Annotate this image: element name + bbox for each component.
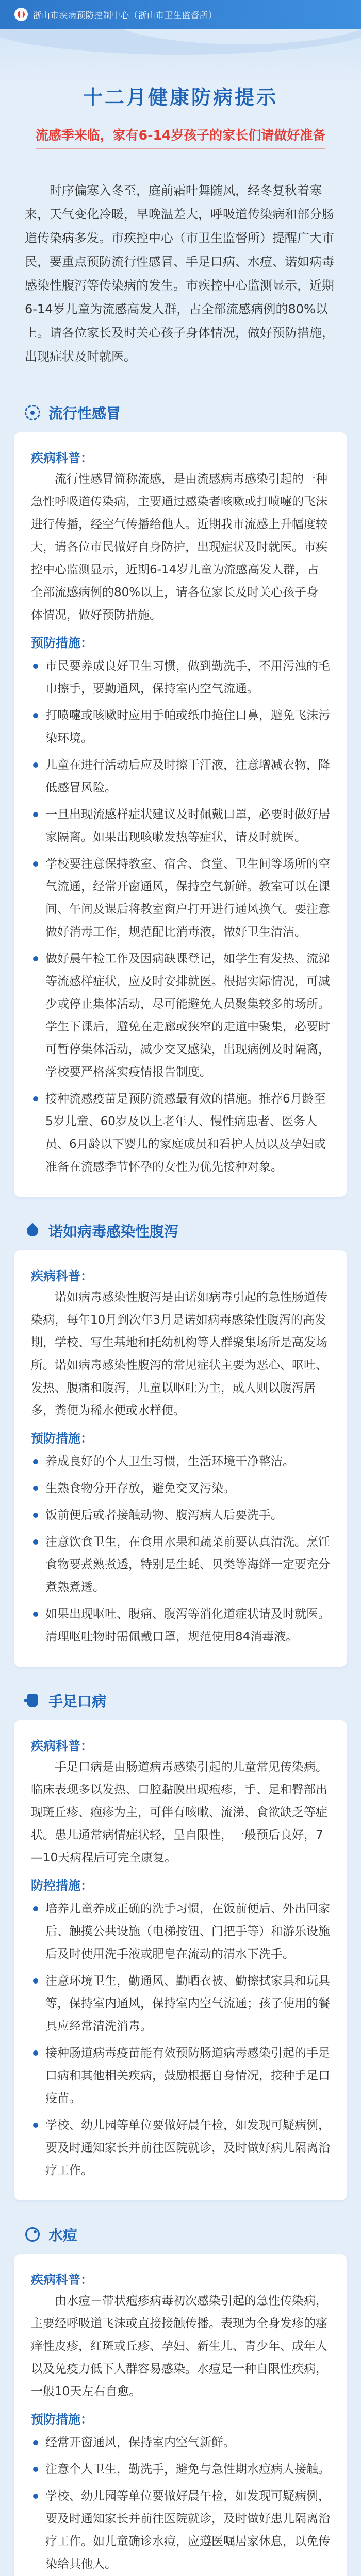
- list-item: 养成良好的个人卫生习惯，生活环境干净整洁。: [31, 1450, 330, 1473]
- list-item: 一旦出现流感样症状建议及时佩戴口罩，必要时做好居家隔离。如果出现咳嗽发热等症状，请及时就医。: [31, 803, 330, 849]
- section-title: 诺如病毒感染性腹泻: [48, 1223, 179, 1240]
- list-item: 接种肠道病毒疫苗能有效预防肠道病毒感染引起的手足口病和其他相关疾病，鼓励根据自身情况，接种手足口疫苗。: [31, 2042, 330, 2110]
- section-header: [14, 1687, 347, 1714]
- list-item: 如果出现呕吐、腹痛、腹泻等消化道症状请及时就医。清理呕吐物时需佩戴口罩，规范使用84消毒液。: [31, 1603, 330, 1648]
- list-item: 学校、幼儿园等单位要做好晨午检，如发现可疑病例，要及时通知家长并前往医院就诊，及时做好患儿隔离治疗工作。如儿童确诊水痘，应遵医嘱居家休息，以免传染给其他人。: [31, 2485, 330, 2575]
- section-influenza: [14, 399, 347, 1197]
- tips-list: [31, 1897, 330, 2182]
- list-item: 注意环境卫生，勤通风、勤晒衣被、勤擦拭家具和玩具等，保持室内通风，保持室内空气流通；孩子使用的餐具应经常清洗消毒。: [31, 1970, 330, 2038]
- overview-text: 诺如病毒感染性腹泻是由诺如病毒引起的急性肠道传染病，每年10月到次年3月是诺如病毒感染性腹泻的高发期，学校、写生基地和托幼机构等人群聚集场所是高发场所。诺如病毒感染性腹泻的常见症状主要为恶心、呕吐、发热、腹痛和腹泻，儿童以呕吐为主，成人则以腹泻居多，粪便为稀水便或水样便。: [31, 1291, 327, 1417]
- tips-list: [31, 655, 330, 1178]
- bubble-icon: [24, 2226, 41, 2243]
- list-item: 市民要养成良好卫生习惯，做到勤洗手，不用污浊的毛巾擦手，要勤通风，保持室内空气流通。: [31, 655, 330, 700]
- tips-list: [31, 2431, 330, 2576]
- section-card: [14, 2254, 347, 2576]
- section-title: 水痘: [48, 2227, 78, 2244]
- section-chickenpox: [14, 2221, 347, 2576]
- overview-label: 疾病科普：: [31, 1269, 93, 1283]
- overview-label: 疾病科普：: [31, 1739, 93, 1753]
- overview-label: 疾病科普：: [31, 451, 93, 465]
- section-header: [14, 2221, 347, 2248]
- tips-list: [31, 1450, 330, 1648]
- prevention-label: 防控措施：: [31, 1878, 93, 1893]
- cdc-logo-icon: [14, 8, 28, 21]
- list-item: 学校要注意保持教室、宿舍、食堂、卫生间等场所的空气流通，经常开窗通风，保持空气新鲜。教室可以在课间、午间及课后将教室窗户打开进行通风换气。要注意做好消毒工作，规范配比消毒液，做好卫生清洁。: [31, 853, 330, 943]
- page-subtitle: 流感季来临，家有6-14岁孩子的家长们请做好准备: [36, 125, 326, 149]
- hand-icon: [24, 1692, 41, 1709]
- prevention-label: 预防措施：: [31, 2412, 93, 2427]
- page-title: 十二月健康防病提示: [83, 86, 278, 109]
- section-card: [14, 1250, 347, 1667]
- list-item: 注意饮食卫生，在食用水果和蔬菜前要认真清洗。烹饪食物要煮熟煮透，特别是生蚝、贝类等海鲜一定要充分煮熟煮透。: [31, 1531, 330, 1599]
- section-hfmd: [14, 1687, 347, 2200]
- section-norovirus: [14, 1217, 347, 1667]
- intro-paragraph: 时序偏寒入冬至，庭前霜叶舞随风，经冬复秋着寒来，天气变化冷暖，早晚温差大，呼吸道传染病和部分肠道传染病多发。市疾控中心（市卫生监督所）提醒广大市民，要重点预防流行性感冒、手足口病、水痘、诺如病毒感染性腹泻等传染病的发生。市疾控中心监测显示，近期6-14岁儿童为流感高发人群，占全部流感病例的80%以上。请各位家长及时关心孩子身体情况，做好预防措施，出现症状及时就医。: [25, 183, 334, 364]
- prevention-label: 预防措施：: [31, 636, 93, 650]
- overview-text: 流行性感冒简称流感，是由流感病毒感染引起的一种急性呼吸道传染病，主要通过感染者咳嗽或打喷嚏的飞沫进行传播，经空气传播给他人。近期我市流感上升幅度较大，请各位市民做好自身防护，出现症状及时就医。市疾控中心监测显示，近期6-14岁儿童为流感高发人群，占全部流感病例的80%以上，请各位家长及时关心孩子身体情况，做好预防措施。: [31, 472, 327, 622]
- list-item: 饭前便后或者接触动物、腹泻病人后要洗手。: [31, 1504, 330, 1527]
- section-title: 流行性感冒: [48, 405, 121, 422]
- list-item: 接种流感疫苗是预防流感最有效的措施。推荐6月龄至5岁儿童、60岁及以上老年人、慢性病患者、医务人员、6月龄以下婴儿的家庭成员和看护人员以及孕妇或准备在流感季节怀孕的女性为优先接种对象。: [31, 1088, 330, 1178]
- section-card: [14, 1720, 347, 2200]
- banner: [0, 29, 361, 86]
- overview-text: 由水痘－带状疱疹病毒初次感染引起的急性传染病，主要经呼吸道飞沫或直接接触传播。表现为全身发疹的瘙痒性皮疹，红斑或丘疹、孕妇、新生儿、青少年、成年人以及免疫力低下人群容易感染。水痘是一种自限性疾病，一般10天左右自愈。: [31, 2294, 327, 2398]
- subtitle-wrap: [0, 125, 361, 149]
- header-bar: [0, 0, 361, 29]
- list-item: 注意个人卫生，勤洗手，避免与急性期水痘病人接触。: [31, 2458, 330, 2481]
- list-item: 做好晨午检工作及因病缺课登记，如学生有发热、流涕等流感样症状，应及时安排就医。根据实际情况，可减少或停止集体活动，尽可能避免人员聚集较多的场所。学生下课后，避免在走廊或狭窄的走道中聚集，必要时可暂停集体活动，减少交叉感染，出现病例及时隔离，学校要严格落实疫情报告制度。: [31, 947, 330, 1083]
- list-item: 经常开窗通风，保持室内空气新鲜。: [31, 2431, 330, 2454]
- overview-text: 手足口病是由肠道病毒感染引起的儿童常见传染病。临床表现多以发热、口腔黏膜出现疱疹，手、足和臀部出现斑丘疹、疱疹为主，可伴有咳嗽、流涕、食欲缺乏等症状。患儿通常病情症状轻，呈自限性，一般预后良好，7—10天病程后可完全康复。: [31, 1760, 327, 1865]
- section-card: [14, 432, 347, 1197]
- list-item: 学校、幼儿园等单位要做好晨午检，如发现可疑病例，要及时通知家长并前往医院就诊，及时做好病儿隔离治疗工作。: [31, 2114, 330, 2182]
- section-title: 手足口病: [48, 1693, 107, 1710]
- list-item: 打喷嚏或咳嗽时应用手帕或纸巾掩住口鼻，避免飞沫污染环境。: [31, 704, 330, 750]
- prevention-label: 预防措施：: [31, 1431, 93, 1446]
- list-item: 培养儿童养成正确的洗手习惯，在饭前便后、外出回家后、触摸公共设施（电梯按钮、门把手等）和游乐设施后及时使用洗手液或肥皂在流动的清水下洗手。: [31, 1897, 330, 1965]
- droplet-icon: [24, 1222, 41, 1240]
- section-header: [14, 1217, 347, 1244]
- overview-label: 疾病科普：: [31, 2273, 93, 2287]
- header-org-name: 浙山市疾病预防控制中心（浙山市卫生监督所）: [33, 10, 218, 20]
- list-item: 生熟食物分开存放，避免交叉污染。: [31, 1477, 330, 1500]
- section-header: [14, 399, 347, 426]
- list-item: 儿童在进行活动后应及时擦干汗液，注意增减衣物，降低感冒风险。: [31, 754, 330, 799]
- virus-icon: [24, 404, 41, 421]
